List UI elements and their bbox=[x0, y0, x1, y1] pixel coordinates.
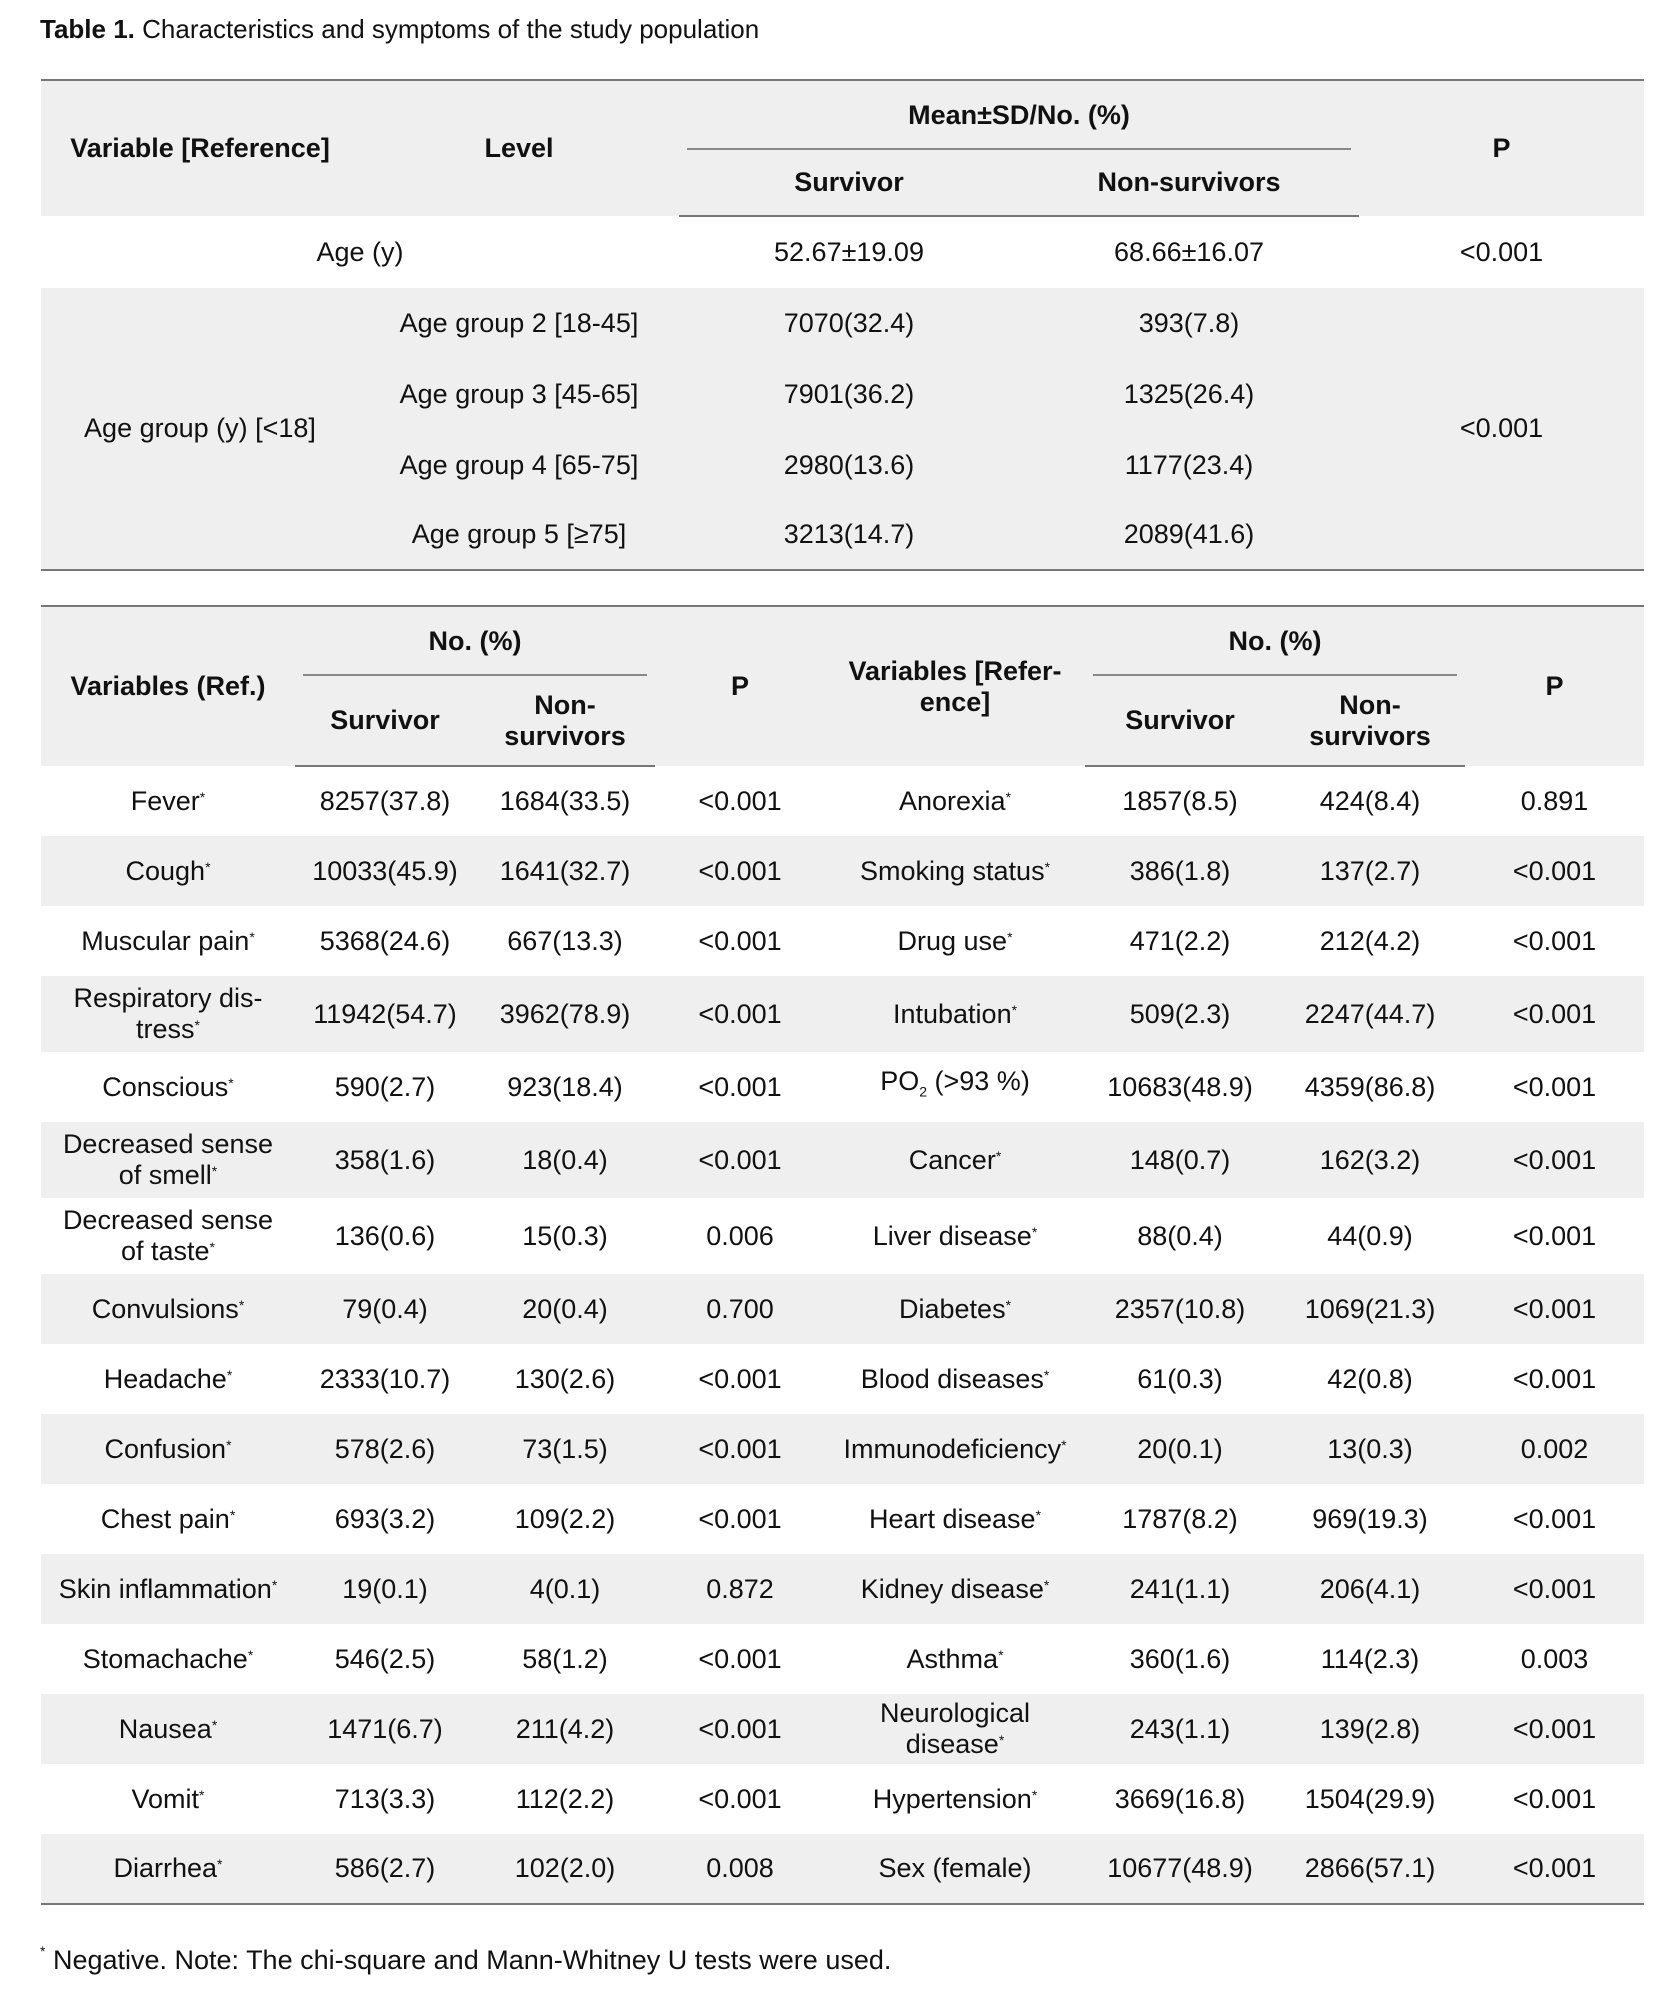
cell-p-right: <0.001 bbox=[1465, 1694, 1644, 1764]
cell-non-survivor-left: 1641(32.7) bbox=[475, 836, 655, 906]
cell-non-survivor-right: 969(19.3) bbox=[1312, 1503, 1428, 1534]
cell-variable-left: Decreased sense of smell* bbox=[41, 1122, 295, 1198]
cell-survivor-left: 79(0.4) bbox=[295, 1274, 475, 1344]
header-p-right: P bbox=[1465, 606, 1644, 766]
cell-non-survivor-left: 3962(78.9) bbox=[475, 976, 655, 1052]
cell-survivor-left: 693(3.2) bbox=[334, 1503, 436, 1534]
cell-non-survivor-left: 667(13.3) bbox=[507, 925, 623, 956]
cell-non-survivor-right: 42(0.8) bbox=[1327, 1363, 1413, 1394]
cell-non-survivor-left: 112(2.2) bbox=[515, 1783, 615, 1814]
header-non-survivors-right: Non- survivors bbox=[1275, 676, 1465, 766]
cell-variable-left: Headache* bbox=[103, 1363, 233, 1394]
cell-p-left: 0.872 bbox=[655, 1554, 825, 1624]
cell-variable-left: Fever* bbox=[130, 785, 206, 816]
cell-survivor-left: 11942(54.7) bbox=[295, 976, 475, 1052]
header-p: P bbox=[1359, 80, 1644, 216]
table-row bbox=[41, 1122, 1644, 1198]
cell-non-survivor-left: 15(0.3) bbox=[522, 1220, 608, 1251]
cell-non-survivor-left: 20(0.4) bbox=[475, 1274, 655, 1344]
cell-survivor-left: 590(2.7) bbox=[334, 1071, 436, 1102]
cell-survivor-left: 2333(10.7) bbox=[319, 1363, 451, 1394]
header-survivor: Survivor bbox=[679, 150, 1019, 216]
cell-p-left: <0.001 bbox=[655, 1414, 825, 1484]
cell-survivor-right: 360(1.6) bbox=[1129, 1643, 1231, 1674]
cell-survivor-right: 1787(8.2) bbox=[1122, 1503, 1238, 1534]
cell-p-left: 0.008 bbox=[655, 1834, 825, 1904]
cell-non-survivor-right: 44(0.9) bbox=[1327, 1220, 1413, 1251]
cell-variable-right: Liver disease* bbox=[872, 1220, 1038, 1251]
table-row bbox=[41, 1484, 1644, 1554]
cell-variable-right: $PO_2$ (>93 %) bbox=[880, 1066, 1030, 1100]
cell-variable-right: Cancer* bbox=[825, 1122, 1085, 1198]
header-variables-left: Variables (Ref.) bbox=[41, 606, 295, 766]
cell-variable-left: Decreased sense of taste* bbox=[62, 1205, 274, 1266]
cell-non-survivor-right: 162(3.2) bbox=[1275, 1122, 1465, 1198]
cell-p-left: <0.001 bbox=[655, 976, 825, 1052]
cell-p-left: <0.001 bbox=[655, 836, 825, 906]
table-row bbox=[41, 1274, 1644, 1344]
cell-non-survivor-left: 73(1.5) bbox=[475, 1414, 655, 1484]
cell-variable-left: Chest pain* bbox=[100, 1503, 236, 1534]
cell-non-survivor-left: 58(1.2) bbox=[522, 1643, 608, 1674]
cell-p-left: 0.700 bbox=[655, 1274, 825, 1344]
cell-p-left: 0.006 bbox=[706, 1220, 774, 1251]
cell-variable-left: Muscular pain* bbox=[81, 925, 255, 956]
cell-survivor-right: 61(0.3) bbox=[1137, 1363, 1223, 1394]
cell-non-survivor-left: 923(18.4) bbox=[507, 1071, 623, 1102]
cell-non-survivor: 68.66±16.07 bbox=[1114, 237, 1264, 267]
cell-survivor-right: 241(1.1) bbox=[1085, 1554, 1275, 1624]
header-survivor-left: Survivor bbox=[295, 676, 475, 766]
cell-variable-left: Diarrhea* bbox=[41, 1834, 295, 1904]
cell-non-survivor-right: 139(2.8) bbox=[1275, 1694, 1465, 1764]
cell-level: Age group 2 [18-45] bbox=[359, 288, 679, 359]
cell-p: <0.001 bbox=[1359, 288, 1644, 570]
cell-survivor-left: 586(2.7) bbox=[295, 1834, 475, 1904]
cell-p-right: <0.001 bbox=[1465, 1122, 1644, 1198]
table-row bbox=[41, 766, 1644, 836]
caption-text: Characteristics and symptoms of the study population bbox=[142, 14, 760, 44]
cell-non-survivor-left: 109(2.2) bbox=[514, 1503, 616, 1534]
header-group: Mean±SD/No. (%) bbox=[679, 80, 1359, 150]
cell-survivor: 7070(32.4) bbox=[679, 288, 1019, 359]
header-no-pct-right: No. (%) bbox=[1085, 606, 1465, 676]
cell-non-survivor-left: 102(2.0) bbox=[475, 1834, 655, 1904]
cell-survivor-left: 358(1.6) bbox=[295, 1122, 475, 1198]
table-row bbox=[41, 1198, 1644, 1274]
header-level: Level bbox=[359, 80, 679, 216]
cell-survivor-right: 88(0.4) bbox=[1137, 1220, 1223, 1251]
cell-variable-left: Respiratory dis- tress* bbox=[41, 976, 295, 1052]
cell-non-survivor-left: 18(0.4) bbox=[475, 1122, 655, 1198]
cell-variable-right: Smoking status* bbox=[825, 836, 1085, 906]
cell-variable-right: Hypertension* bbox=[872, 1783, 1038, 1814]
cell-p-right: <0.001 bbox=[1512, 1783, 1597, 1814]
table-symptoms bbox=[41, 605, 1644, 1905]
cell-non-survivor: 2089(41.6) bbox=[1019, 500, 1359, 570]
cell-p-left: <0.001 bbox=[698, 925, 782, 956]
footnote: * Negative. Note: The chi-square and Mann-Whitney U tests were used. bbox=[40, 1943, 892, 1975]
cell-p-right: <0.001 bbox=[1512, 925, 1597, 956]
cell-variable-right: Blood diseases* bbox=[860, 1363, 1050, 1394]
cell-level: Age group 5 [≥75] bbox=[359, 500, 679, 570]
cell-variable-left: Vomit* bbox=[131, 1783, 205, 1814]
cell-variable-right: Asthma* bbox=[906, 1643, 1004, 1674]
cell-non-survivor-right: 206(4.1) bbox=[1275, 1554, 1465, 1624]
cell-p-right: <0.001 bbox=[1465, 1834, 1644, 1904]
cell-p-right: <0.001 bbox=[1465, 1274, 1644, 1344]
cell-non-survivor-right: 212(4.2) bbox=[1319, 925, 1421, 956]
cell-survivor-right: 10683(48.9) bbox=[1107, 1071, 1253, 1102]
header-p-left: P bbox=[655, 606, 825, 766]
cell-variable-right: Immunodeficiency* bbox=[825, 1414, 1085, 1484]
table-row bbox=[41, 288, 1644, 359]
table-row bbox=[41, 1414, 1644, 1484]
cell-level: Age group 4 [65-75] bbox=[359, 430, 679, 500]
cell-variable-left: Stomachache* bbox=[82, 1643, 254, 1674]
header-variable: Variable [Reference] bbox=[41, 80, 359, 216]
header-survivor-right: Survivor bbox=[1085, 676, 1275, 766]
header-non-survivors-left: Non- survivors bbox=[475, 676, 655, 766]
cell-p-left: <0.001 bbox=[655, 1694, 825, 1764]
cell-p-right: <0.001 bbox=[1465, 1554, 1644, 1624]
cell-survivor-right: 2357(10.8) bbox=[1085, 1274, 1275, 1344]
cell-p-right: 0.002 bbox=[1465, 1414, 1644, 1484]
cell-survivor-left: 10033(45.9) bbox=[295, 836, 475, 906]
table-row bbox=[41, 1344, 1644, 1414]
cell-variable-left: Nausea* bbox=[41, 1694, 295, 1764]
table-caption bbox=[40, 14, 759, 45]
cell-variable-left: Convulsions* bbox=[41, 1274, 295, 1344]
table-row bbox=[41, 1764, 1644, 1834]
cell-survivor-left: 1471(6.7) bbox=[295, 1694, 475, 1764]
cell-non-survivor-right: 424(8.4) bbox=[1319, 786, 1421, 816]
cell-variable-right: Kidney disease* bbox=[825, 1554, 1085, 1624]
table-row bbox=[41, 836, 1644, 906]
cell-non-survivor-right: 1504(29.9) bbox=[1304, 1783, 1436, 1814]
cell-non-survivor-left: 1684(33.5) bbox=[499, 786, 631, 816]
cell-non-survivor-left: 130(2.6) bbox=[514, 1363, 616, 1394]
cell-p-right: <0.001 bbox=[1465, 976, 1644, 1052]
table-row bbox=[41, 1834, 1644, 1904]
row-label: Age (y) bbox=[316, 236, 404, 267]
cell-survivor-right: 3669(16.8) bbox=[1114, 1783, 1246, 1814]
table-row bbox=[41, 906, 1644, 976]
cell-p-right: 0.891 bbox=[1520, 785, 1589, 816]
cell-survivor: 7901(36.2) bbox=[679, 359, 1019, 430]
cell-variable-left: Cough* bbox=[41, 836, 295, 906]
cell-non-survivor-left: 4(0.1) bbox=[475, 1554, 655, 1624]
header-non-survivors: Non-survivors bbox=[1019, 150, 1359, 216]
cell-variable-right: Intubation* bbox=[825, 976, 1085, 1052]
cell-survivor-right: 509(2.3) bbox=[1085, 976, 1275, 1052]
cell-p-left: <0.001 bbox=[698, 1071, 782, 1102]
cell-p-right: <0.001 bbox=[1465, 836, 1644, 906]
cell-non-survivor-left: 211(4.2) bbox=[475, 1694, 655, 1764]
cell-variable-left: Conscious* bbox=[102, 1071, 234, 1102]
cell-non-survivor-right: 4359(86.8) bbox=[1304, 1071, 1436, 1102]
header-no-pct-left: No. (%) bbox=[295, 606, 655, 676]
cell-survivor-left: 5368(24.6) bbox=[319, 925, 451, 956]
cell-level: Age group 3 [45-65] bbox=[359, 359, 679, 430]
cell-survivor-left: 19(0.1) bbox=[295, 1554, 475, 1624]
caption-label: Table 1. bbox=[40, 14, 135, 44]
table-row bbox=[41, 1052, 1644, 1122]
cell-p-right: <0.001 bbox=[1512, 1503, 1597, 1534]
cell-p-right: <0.001 bbox=[1512, 1363, 1597, 1394]
cell-p-left: <0.001 bbox=[698, 1363, 782, 1394]
cell-survivor: 2980(13.6) bbox=[679, 430, 1019, 500]
cell-survivor-left: 546(2.5) bbox=[334, 1643, 436, 1674]
cell-non-survivor: 1177(23.4) bbox=[1019, 430, 1359, 500]
cell-non-survivor: 393(7.8) bbox=[1019, 288, 1359, 359]
cell-non-survivor-right: 13(0.3) bbox=[1275, 1414, 1465, 1484]
cell-non-survivor-right: 1069(21.3) bbox=[1275, 1274, 1465, 1344]
cell-survivor-right: 10677(48.9) bbox=[1085, 1834, 1275, 1904]
cell-p-right: 0.003 bbox=[1520, 1643, 1589, 1674]
cell-survivor-left: 136(0.6) bbox=[334, 1220, 436, 1251]
cell-p-left: <0.001 bbox=[698, 1783, 782, 1814]
cell-p-left: <0.001 bbox=[698, 785, 782, 816]
table-row bbox=[41, 976, 1644, 1052]
cell-variable-right: Sex (female) bbox=[825, 1834, 1085, 1904]
cell-variable-right: Diabetes* bbox=[825, 1274, 1085, 1344]
cell-survivor: 3213(14.7) bbox=[679, 500, 1019, 570]
cell-p-left: <0.001 bbox=[698, 1503, 782, 1534]
cell-survivor-left: 8257(37.8) bbox=[319, 786, 451, 816]
cell-survivor-right: 1857(8.5) bbox=[1122, 786, 1238, 816]
header-variables-right: Variables [Refer- ence] bbox=[825, 606, 1085, 766]
table-row bbox=[41, 1554, 1644, 1624]
cell-variable-right: Drug use* bbox=[897, 925, 1013, 956]
cell-non-survivor-right: 137(2.7) bbox=[1275, 836, 1465, 906]
cell-survivor-right: 20(0.1) bbox=[1085, 1414, 1275, 1484]
cell-variable-left: Skin inflammation* bbox=[41, 1554, 295, 1624]
cell-survivor-left: 713(3.3) bbox=[334, 1783, 436, 1814]
cell-p-right: <0.001 bbox=[1512, 1071, 1597, 1102]
cell-variable-right: Heart disease* bbox=[868, 1503, 1042, 1534]
cell-survivor-left: 578(2.6) bbox=[295, 1414, 475, 1484]
table-row bbox=[41, 216, 1644, 288]
cell-non-survivor: 1325(26.4) bbox=[1019, 359, 1359, 430]
cell-variable-right: Anorexia* bbox=[899, 785, 1012, 816]
cell-survivor-right: 243(1.1) bbox=[1085, 1694, 1275, 1764]
table-row bbox=[41, 1694, 1644, 1764]
cell-p: <0.001 bbox=[1459, 236, 1544, 267]
cell-p-right: <0.001 bbox=[1512, 1220, 1597, 1251]
cell-p-left: <0.001 bbox=[655, 1122, 825, 1198]
cell-non-survivor-right: 2247(44.7) bbox=[1275, 976, 1465, 1052]
cell-variable-right: Neurological disease* bbox=[825, 1694, 1085, 1764]
row-label: Age group (y) [<18] bbox=[41, 288, 359, 570]
cell-p-left: <0.001 bbox=[698, 1643, 782, 1674]
cell-survivor-right: 148(0.7) bbox=[1085, 1122, 1275, 1198]
cell-survivor: 52.67±19.09 bbox=[774, 237, 924, 267]
cell-survivor-right: 471(2.2) bbox=[1129, 925, 1231, 956]
cell-non-survivor-right: 114(2.3) bbox=[1320, 1643, 1420, 1674]
cell-survivor-right: 386(1.8) bbox=[1085, 836, 1275, 906]
table-row bbox=[41, 1624, 1644, 1694]
cell-variable-left: Confusion* bbox=[41, 1414, 295, 1484]
cell-non-survivor-right: 2866(57.1) bbox=[1275, 1834, 1465, 1904]
table-age bbox=[41, 79, 1644, 571]
